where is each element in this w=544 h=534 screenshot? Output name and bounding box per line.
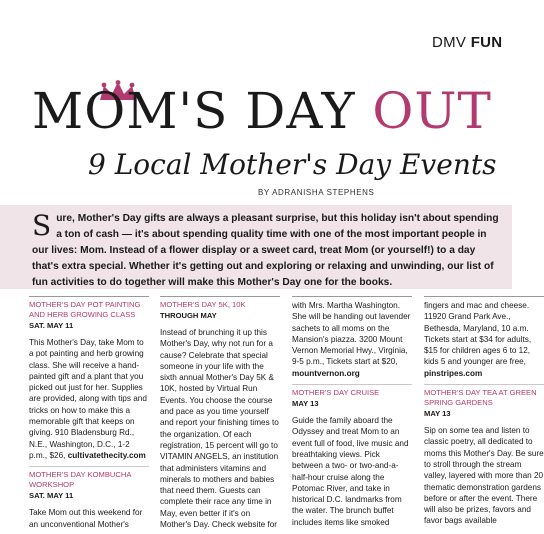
event-description [29, 337, 149, 461]
event-description: Guide the family aboard the Odyssey and treat Mom to an event full of food, live music and breathtaking views. Pick between a two- or two-and-a-half-hour cruise along the Potomac River, and take in historical D.C. landmarks from the water. The brunch buffet includes items like smoked [292, 416, 409, 527]
event-description [292, 300, 412, 379]
intro-line: ure, Mother's Day gifts are always a pleasant surprise, but this holiday isn't about spending [56, 213, 499, 224]
event-divider [29, 466, 149, 467]
event-description [424, 300, 544, 379]
section-label [432, 34, 502, 51]
section-label-prefix: DMV [432, 34, 471, 51]
intro-line: fun activities to do together will make this Mother's Day one for the books. [32, 277, 393, 288]
event-date: SAT. MAY 11 [29, 491, 74, 501]
column-3 [292, 300, 412, 532]
event-divider [292, 384, 412, 385]
intro-paragraph [32, 211, 532, 291]
event-description: Instead of brunching it up this Mother's Day, why not run for a cause? Celebrate that special someone in your life with the sixth annual Mother's Day 5K & 10K, hosted by Virtual Run Events. You choose the course and pace as you time yourself and report your finishing times to the organization. Of each registration, 15 percent will go to VITAMIN ANGELS, an institution that administers vitamins and minerals to mothers and babies that need them. Guests can complete their race any time in May, even better if it's on Mother's Day. Check website for [160, 328, 279, 530]
subheadline: 9 Local Mother's Day Events [88, 148, 497, 181]
event-title: MOTHER'S DAY CRUISE [292, 388, 380, 398]
event-title: MOTHER'S DAY KOMBUCHA WORKSHOP [29, 470, 132, 490]
intro-line: that's extra special. Whether it's getting out and exploring or relaxing and unwinding, our list of [32, 261, 494, 272]
event-description: Take Mom out this weekend for an unconventional Mother's [29, 508, 143, 529]
column-rule [29, 296, 149, 297]
intro-dropcap: S [32, 209, 52, 242]
event-date: MAY 13 [424, 409, 451, 419]
event-divider [424, 384, 544, 385]
column-rule [292, 296, 412, 297]
event-body: with Mrs. Martha Washington. She will be handing out lavender sachets to all moms on the Mansion's piazza. 3200 Mount Vernon Memorial Hwy., Virginia, 9-5 p.m., Tickets start at $20, [292, 301, 411, 367]
headline-part1: MOM'S DAY [32, 82, 373, 140]
event-link[interactable]: pinstripes.com [424, 368, 483, 378]
event-title: MOTHER'S DAY TEA AT GREEN SPRING GARDENS [424, 388, 537, 408]
event-link[interactable]: mountvernon.org [292, 368, 360, 378]
event-title: MOTHER'S DAY 5K, 10K [160, 300, 246, 309]
intro-line: a ton of cash — it's about spending quality time with one of the most important people in [56, 229, 487, 240]
column-1 [29, 300, 149, 534]
column-2 [160, 300, 280, 534]
event-date: SAT. MAY 11 [29, 321, 74, 330]
event-link[interactable]: cultivatethecity.com [67, 450, 146, 460]
event-date: MAY 13 [292, 399, 319, 409]
section-label-bold: FUN [470, 34, 503, 51]
byline: BY ADRANISHA STEPHENS [258, 188, 375, 197]
event-title: MOTHER'S DAY POT PAINTING AND HERB GROWING CLASS [29, 300, 141, 319]
column-rule [424, 296, 544, 297]
event-description: Sip on some tea and listen to classic poetry, all dedicated to moms this Mother's Day. Be sure to stroll through the stream valley, layered with more than 20 thematic demonstration gardens before or after the event. There will also be prizes, favors and favor bags available [424, 426, 544, 526]
event-date: THROUGH MAY [160, 311, 217, 320]
column-4 [424, 300, 544, 531]
event-body: fingers and mac and cheese. 11920 Grand Park Ave., Bethesda, Maryland, 10 a.m. Tickets start at $34 for adults, $15 for children ages 6 to 12, kids 5 and younger are free, [424, 301, 532, 367]
headline-part2: OUT [372, 82, 492, 140]
headline [32, 82, 492, 140]
column-rule [160, 296, 280, 297]
event-body: This Mother's Day, take Mom to a pot painting and herb growing class. She will receive a hand-painted gift and a plant that you picked out just for her. Supplies are provided, along with tips and tricks on how to make this a memorable gift that keeps on giving. 910 Bladensburg Rd., N.E., Washington, D.C., 1-2 p.m., $26, [29, 338, 147, 460]
intro-line: our lives: Mom. Instead of a flower display or a sweet card, treat Mom (or yourself!) to a day [32, 245, 476, 256]
